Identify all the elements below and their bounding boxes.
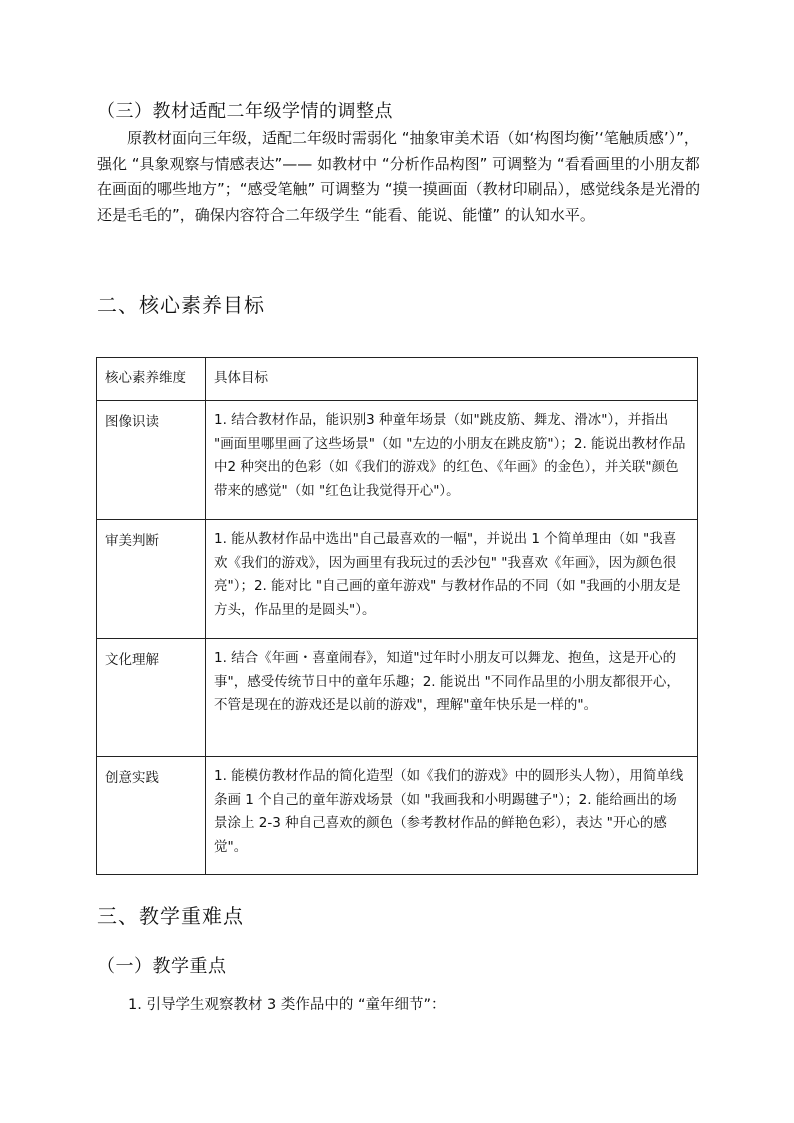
goal-cell: 1. 结合教材作品，能识别3 种童年场景（如"跳皮筋、舞龙、滑冰"），并指出 "画面里哪里画了这些场景"（如 "左边的小朋友在跳皮筋"）；2. 能说出教材作品中2 种突出的色彩（如《我们的游戏》的红色、《年画》的金色），并关联"颜色带来的感觉"（如 "红色让我觉得开心"）。 — [206, 401, 698, 520]
table-header-dimension: 核心素养维度 — [97, 358, 206, 401]
dimension-cell: 图像识读 — [97, 401, 206, 520]
table-row — [97, 639, 698, 757]
focus-item-1: 1. 引导学生观察教材 3 类作品中的 “童年细节”： — [128, 997, 446, 1013]
table-row — [97, 401, 698, 520]
sub-heading-teaching-focus: （一）教学重点 — [97, 956, 227, 977]
dimension-cell: 文化理解 — [97, 639, 206, 757]
table-row — [97, 757, 698, 875]
section-heading-key-points: 三、教学重难点 — [97, 904, 244, 928]
adjustments-paragraph: 原教材面向三年级，适配二年级时需弱化 “抽象审美术语（如‘构图均衡’‘笔触质感’）”，强化 “具象观察与情感表达”—— 如教材中 “分析作品构图” 可调整为 “看看画里的小朋友都在画面的哪些地方”；“感受笔触” 可调整为 “摸一摸画面（教材印刷品），感觉线条是光滑的还是毛毛的”，确保内容符合二年级学生 “能看、能说、能懂” 的认知水平。 — [97, 129, 701, 224]
dimension-cell: 创意实践 — [97, 757, 206, 875]
table-header-row — [97, 358, 698, 401]
goal-cell: 1. 能模仿教材作品的简化造型（如《我们的游戏》中的圆形头人物），用简单线条画 1 个自己的童年游戏场景（如 "我画我和小明踢毽子"）；2. 能给画出的场景涂上 2-3 种自己喜欢的颜色（参考教材作品的鲜艳色彩），表达 "开心的感觉"。 — [206, 757, 698, 875]
table-row — [97, 520, 698, 639]
section-heading-adjustments: （三）教材适配二年级学情的调整点 — [97, 101, 393, 122]
goal-cell: 1. 结合《年画・喜童闹春》，知道"过年时小朋友可以舞龙、抱鱼，这是开心的事"，感受传统节日中的童年乐趣；2. 能说出 "不同作品里的小朋友都很开心，不管是现在的游戏还是以前的游戏"，理解"童年快乐是一样的"。 — [206, 639, 698, 757]
table-header-goal: 具体目标 — [206, 358, 698, 401]
dimension-cell: 审美判断 — [97, 520, 206, 639]
section-heading-core-literacy: 二、核心素养目标 — [97, 293, 265, 317]
goal-cell: 1. 能从教材作品中选出"自己最喜欢的一幅"，并说出 1 个简单理由（如 "我喜欢《我们的游戏》，因为画里有我玩过的丢沙包" "我喜欢《年画》，因为颜色很亮"）；2. 能对比 "自己画的童年游戏" 与教材作品的不同（如 "我画的小朋友是方头，作品里的是圆头"）。 — [206, 520, 698, 639]
core-literacy-table — [96, 357, 698, 875]
